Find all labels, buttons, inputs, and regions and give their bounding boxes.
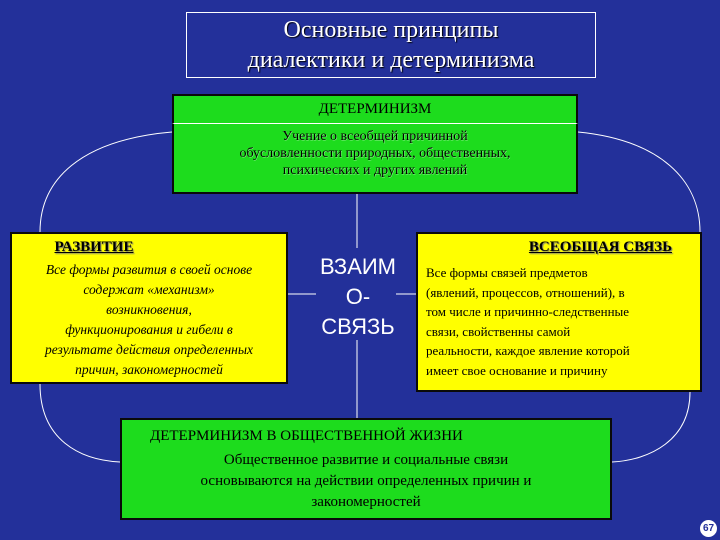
- page-title: [186, 12, 596, 78]
- social-determinism-text: [122, 450, 610, 513]
- universal-connection-line-3: том числе и причинно-следственные: [426, 304, 630, 319]
- page-title-line-2: диалектики и детерминизма: [247, 47, 535, 73]
- determinism-definition-box: [172, 124, 578, 194]
- determinism-heading: ДЕТЕРМИНИЗМ: [318, 101, 432, 117]
- page-title-line-1: Основные принципы: [283, 17, 499, 43]
- page-number-badge: 67: [699, 519, 718, 538]
- connector-right-bottom-arc: [612, 392, 690, 462]
- interconnection-line-1: ВЗАИМ: [319, 254, 397, 279]
- development-line-1: Все формы развития в своей основе: [45, 262, 253, 277]
- universal-connection-line-2: (явлений, процессов, отношений), в: [426, 284, 625, 300]
- connector-left-bottom-arc: [40, 384, 120, 462]
- interconnection-line-3: СВЯЗЬ: [321, 314, 395, 339]
- social-determinism-line-1: Общественное развитие и социальные связи: [223, 452, 509, 468]
- universal-connection-line-6: имеет свое основание и причину: [426, 362, 608, 378]
- universal-connection-line-1: Все формы связей предметов: [426, 265, 588, 280]
- development-heading: РАЗВИТИЕ: [54, 239, 134, 255]
- development-box: [10, 232, 288, 384]
- development-line-5: результате действия определенных: [44, 342, 254, 357]
- connector-right-top-arc: [578, 132, 700, 232]
- determinism-line-2: обусловленности природных, общественных,: [239, 146, 511, 161]
- determinism-line-1: Учение о всеобщей причинной: [282, 129, 468, 144]
- development-line-2: содержат «механизм»: [83, 282, 215, 297]
- social-determinism-line-3: закономерностей: [311, 494, 421, 510]
- social-determinism-heading: ДЕТЕРМИНИЗМ В ОБЩЕСТВЕННОЙ ЖИЗНИ: [150, 428, 463, 444]
- interconnection-line-2: О-: [345, 284, 371, 309]
- determinism-heading-box: [172, 94, 578, 124]
- universal-connection-heading: ВСЕОБЩАЯ СВЯЗЬ: [528, 239, 672, 255]
- universal-connection-line-5: реальности, каждое явление которой: [426, 343, 630, 358]
- universal-connection-text: [426, 263, 692, 380]
- development-line-6: причин, закономерностей: [75, 362, 223, 377]
- social-determinism-box: [120, 418, 612, 520]
- connector-left-top-arc: [40, 132, 172, 232]
- development-line-3: возникновения,: [106, 302, 192, 317]
- determinism-line-3: психических и других явлений: [282, 163, 468, 178]
- universal-connection-line-4: связи, свойственны самой: [426, 323, 571, 339]
- interconnection-label: [304, 252, 412, 342]
- development-line-4: функционирования и гибели в: [65, 322, 233, 337]
- universal-connection-box: [416, 232, 702, 392]
- development-text: [18, 260, 280, 380]
- social-determinism-line-2: основываются на действии определенных причин и: [200, 473, 532, 489]
